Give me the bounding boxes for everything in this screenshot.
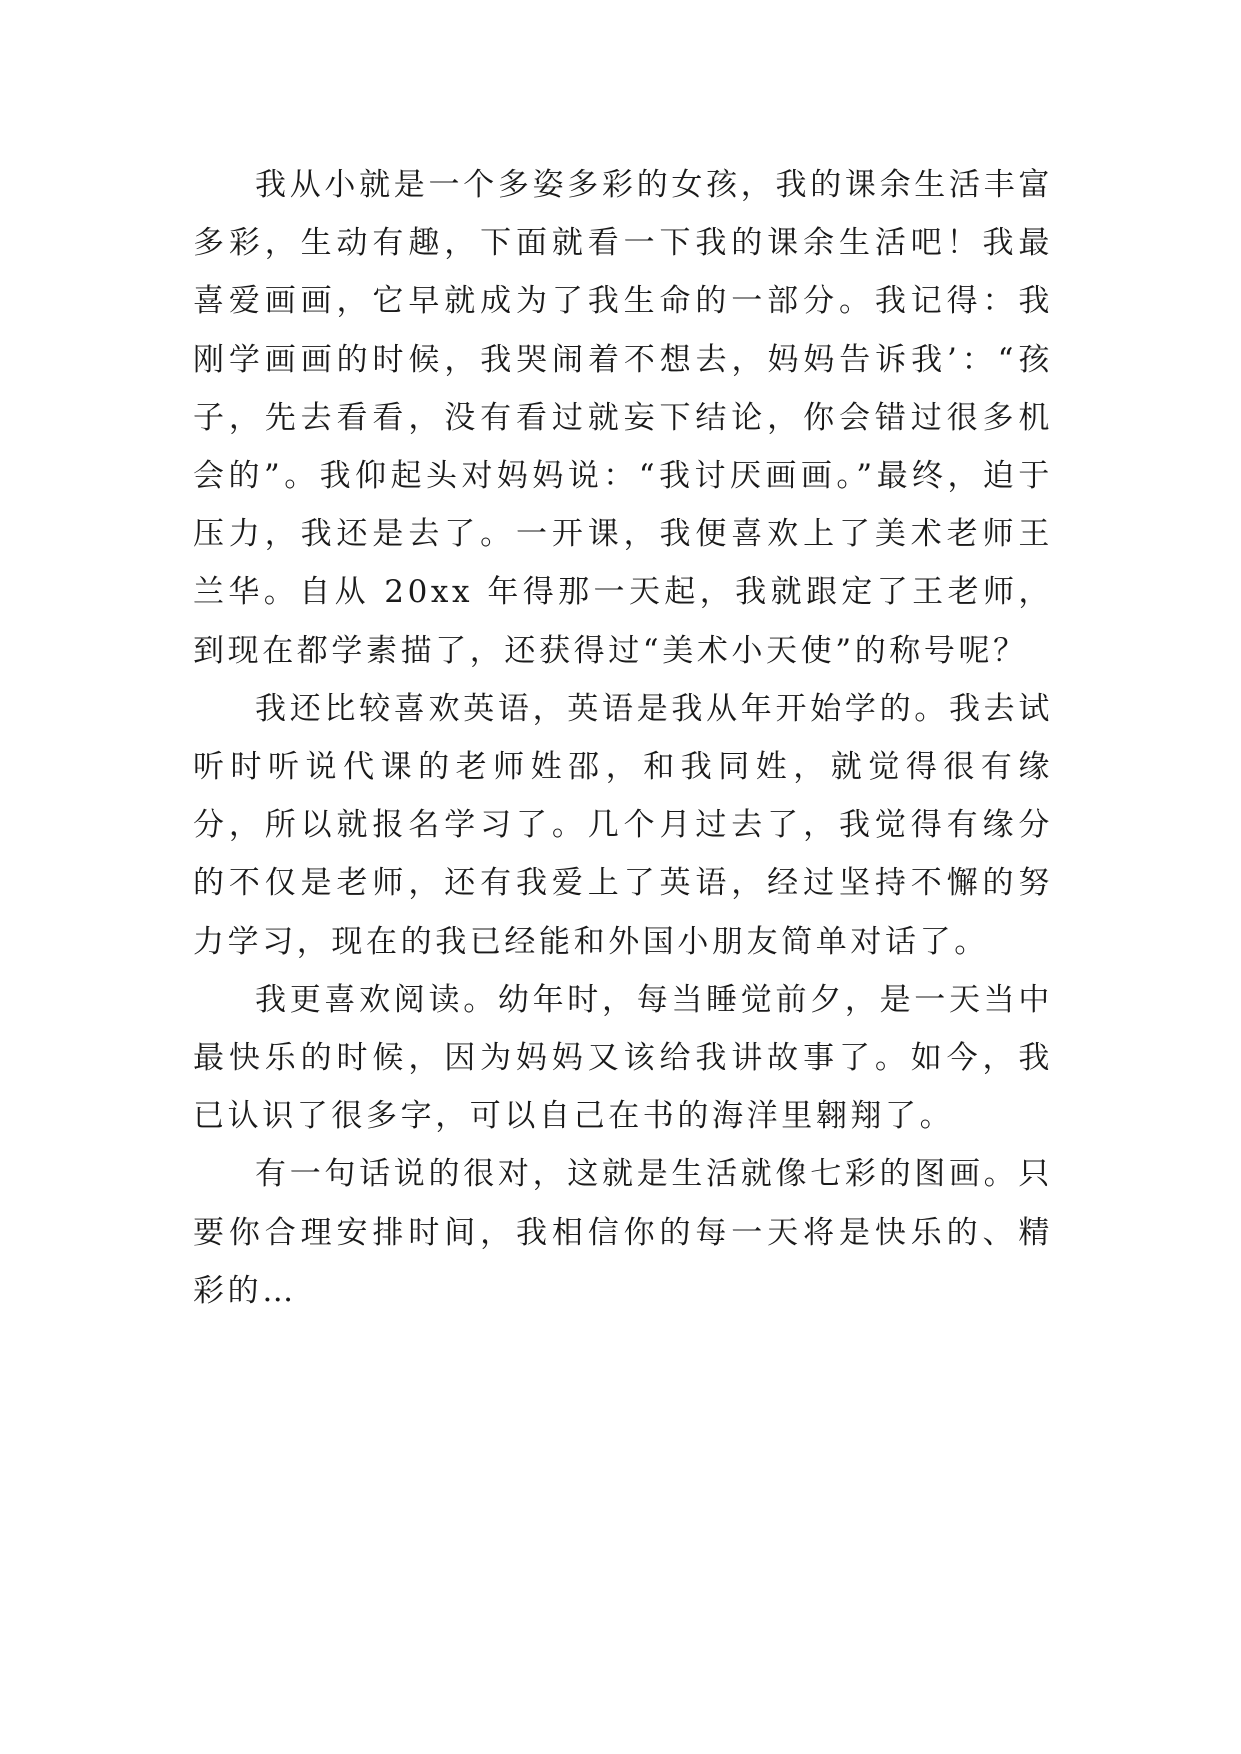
paragraph-1: 我从小就是一个多姿多彩的女孩，我的课余生活丰富多彩，生动有趣，下面就看一下我的课余生活吧！我最喜爱画画，它早就成为了我生命的一部分。我记得：我刚学画画的时候，我哭闹着不想去，妈妈告诉我’：“孩子，先去看看，没有看过就妄下结论，你会错过很多机会的”。我仰起头对妈妈说：“我讨厌画画。”最终，迫于压力，我还是去了。一开课，我便喜欢上了美术老师王兰华。自从 20xx 年得那一天起，我就跟定了王老师，到现在都学素描了，还获得过“美术小天使”的称号呢？	[193, 167, 1053, 669]
paragraph-3: 我更喜欢阅读。幼年时，每当睡觉前夕，是一天当中最快乐的时候，因为妈妈又该给我讲故事了。如今，我已认识了很多字，可以自己在书的海洋里翱翔了。	[193, 981, 1053, 1135]
paragraph-2: 我还比较喜欢英语，英语是我从年开始学的。我去试听时听说代课的老师姓邵，和我同姓，就觉得很有缘分，所以就报名学习了。几个月过去了，我觉得有缘分的不仅是老师，还有我爱上了英语，经过坚持不懈的努力学习，现在的我已经能和外国小朋友简单对话了。	[193, 690, 1053, 960]
document-body	[193, 156, 1053, 1320]
paragraph-4: 有一句话说的很对，这就是生活就像七彩的图画。只要你合理安排时间，我相信你的每一天将是快乐的、精彩的…	[193, 1156, 1053, 1309]
